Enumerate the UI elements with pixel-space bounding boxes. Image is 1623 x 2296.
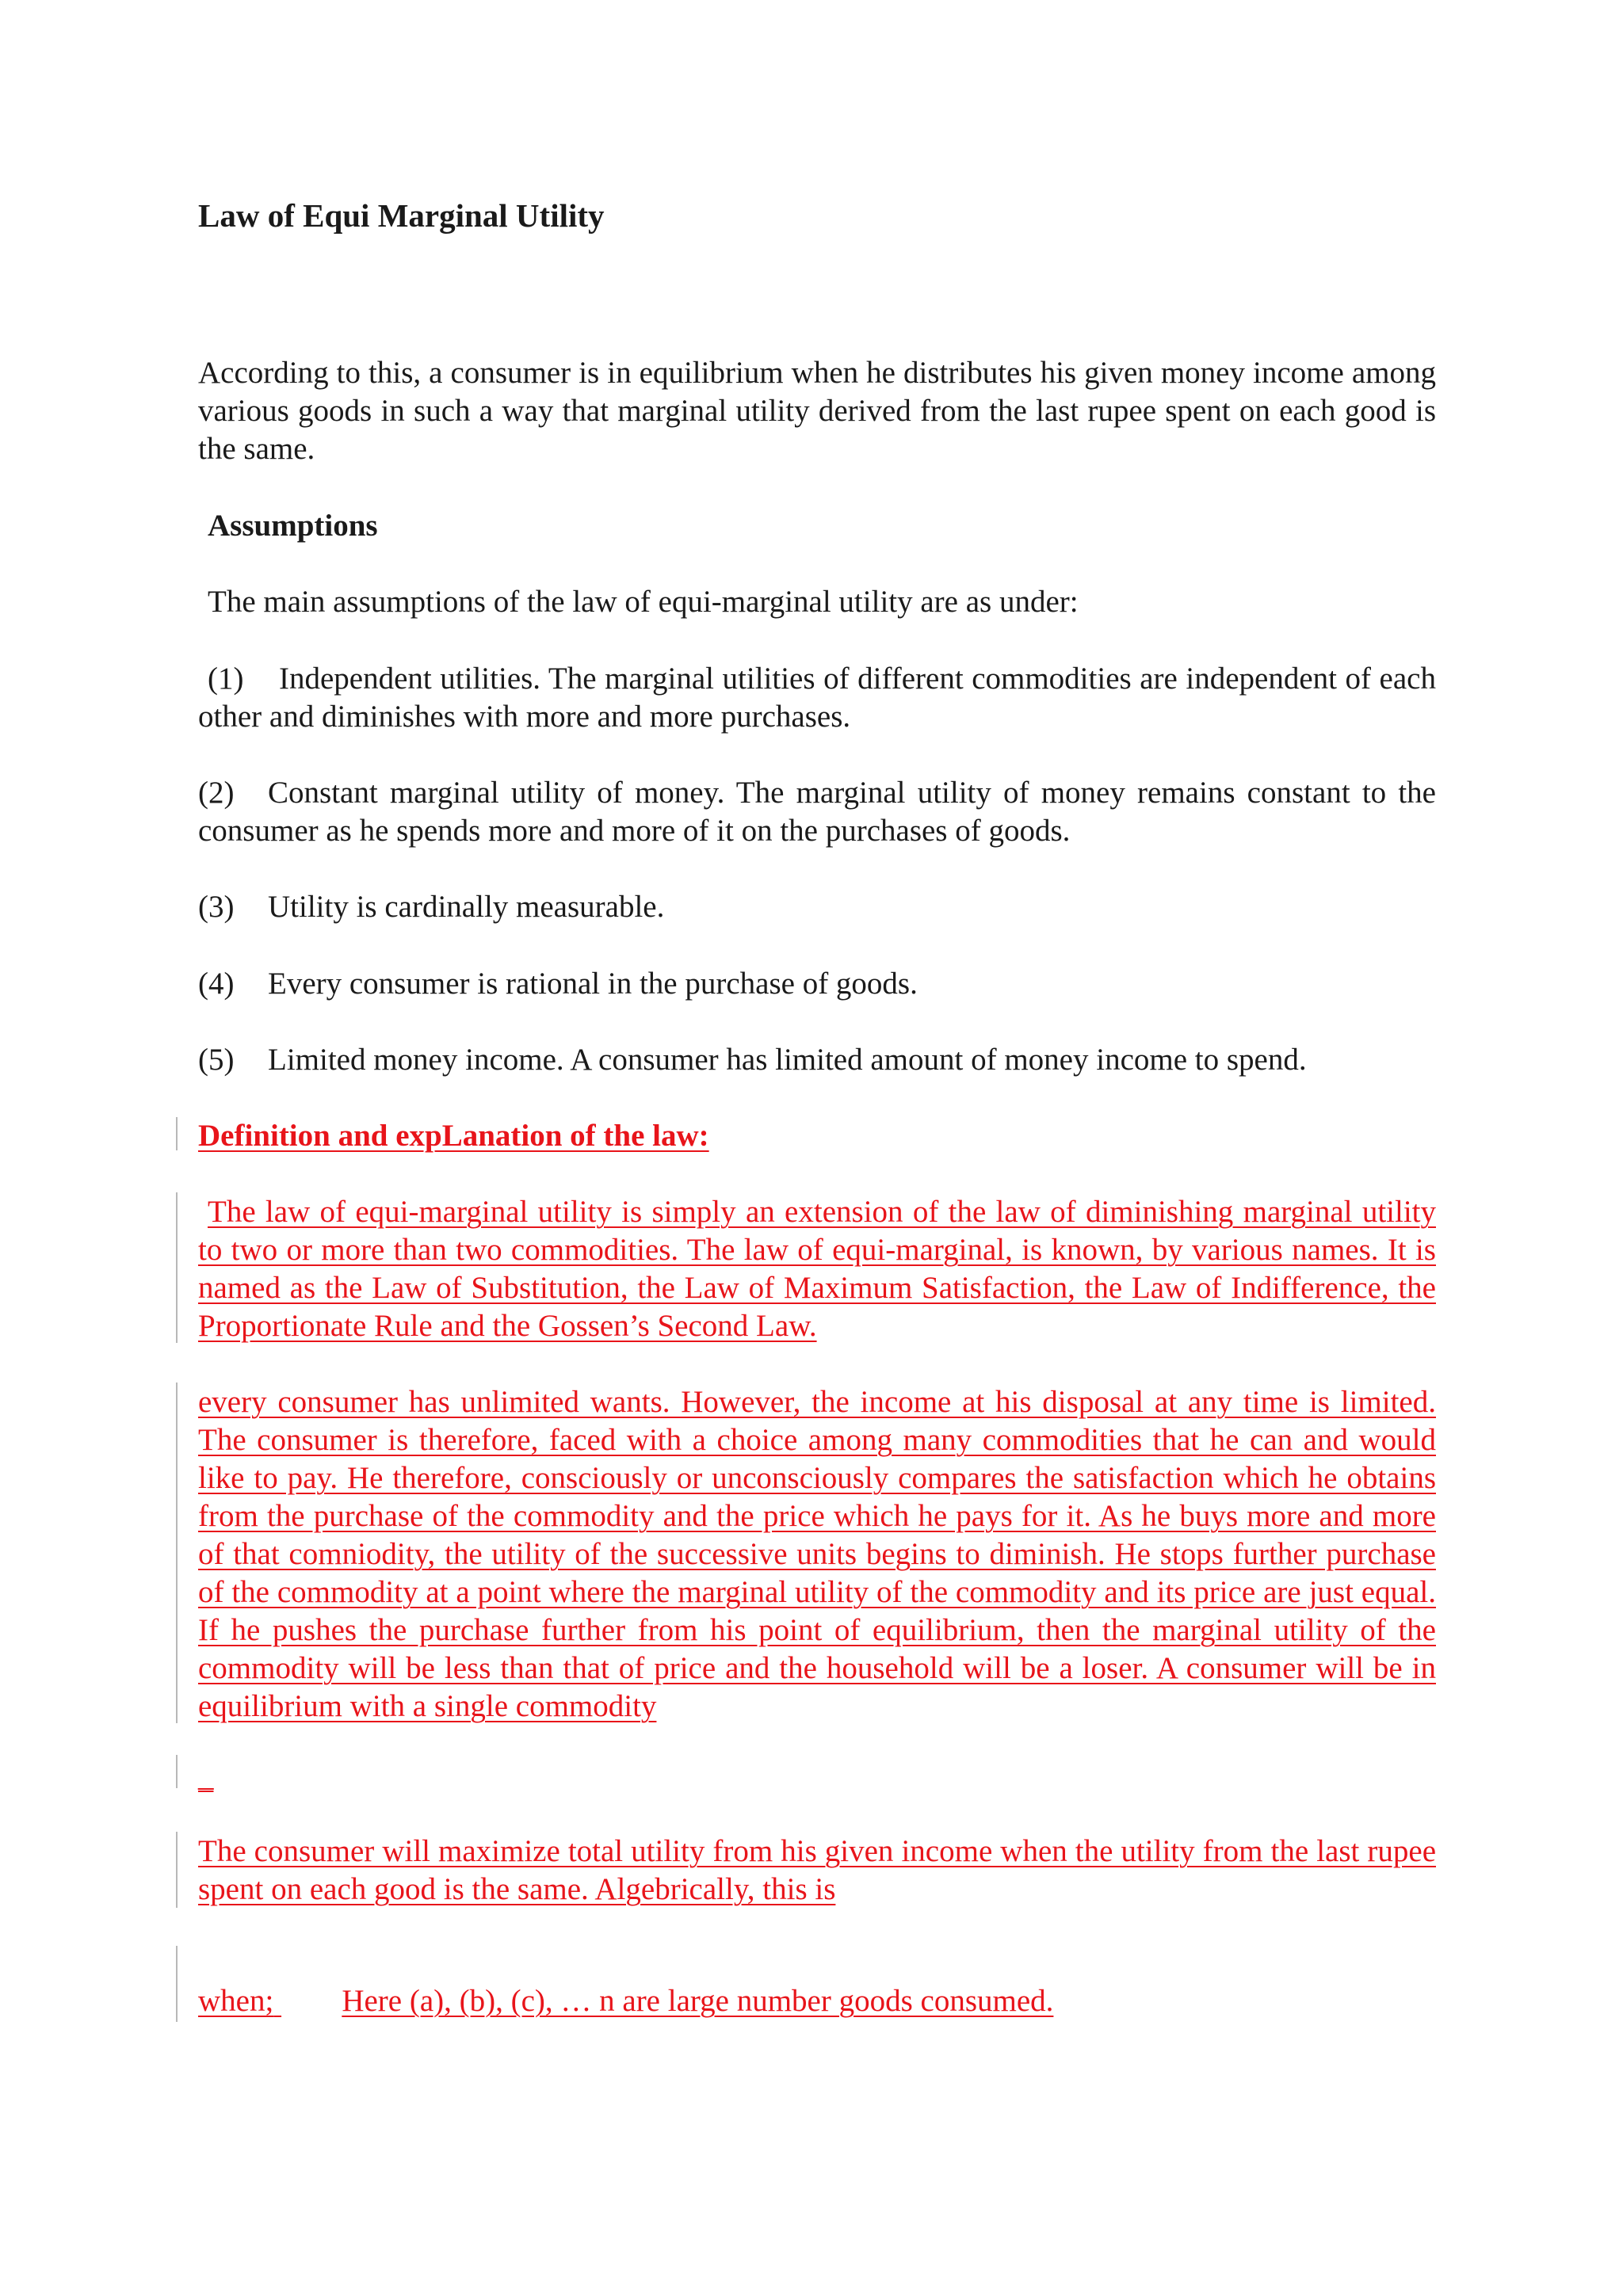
definition-paragraph-2: every consumer has unlimited wants. However, the income at his disposal at any time is limited. The consumer is therefore, faced with a choice among many commodities that he can and would like to pay. He therefore, consciously or unconsciously compares the satisfaction which he obtains from the purchase of the commodity and the price which he pays for it. As he buys more and more of that comniodity, the utility of the successive units begins to diminish. He stops further purchase of the commodity at a point where the marginal utility of the commodity and its price are just equal. If he pushes the purchase further from his point of equilibrium, then the marginal utility of the commodity will be less than that of price and the household will be a loser. A consumer will be in equilibrium with a single commodity — [198, 1385, 1436, 1723]
assumption-number: (5) — [198, 1043, 235, 1077]
change-bar — [176, 1383, 178, 1723]
maximize-paragraph: The consumer will maximize total utility from his given income when the utility from the last rupee spent on each good is the same. Algebrically, this is — [198, 1834, 1436, 1906]
definition-heading: Definition and expLanation of the law: — [198, 1119, 709, 1153]
assumption-text: Every consumer is rational in the purchase of goods. — [268, 967, 918, 1001]
assumption-text: Constant marginal utility of money. The marginal utility of money remains constant to the consumer as he spends more and more of it on the purchases of goods. — [198, 776, 1436, 848]
when-text: Here (a), (b), (c), … n are large number goods consumed. — [342, 1984, 1054, 2018]
assumption-number: (1) — [208, 662, 244, 696]
assumption-item — [198, 660, 1436, 736]
assumptions-heading: Assumptions — [208, 509, 378, 543]
assumption-item — [198, 1041, 1436, 1079]
change-bar — [176, 1946, 178, 2022]
intro-paragraph: According to this, a consumer is in equilibrium when he distributes his given money income among various goods in such a way that marginal utility derived from the last rupee spent on each good is the same. — [198, 356, 1436, 466]
assumptions-lead: The main assumptions of the law of equi-marginal utility are as under: — [208, 585, 1079, 619]
assumption-text: Independent utilities. The marginal utilities of different commodities are independent of each other and diminishes with more and more purchases. — [198, 662, 1436, 734]
change-bar — [176, 1192, 178, 1343]
definition-paragraph-1: The law of equi-marginal utility is simply an extension of the law of diminishing marginal utility to two or more than two commodities. The law of equi-marginal, is known, by various names. It is named as the Law of Substitution, the Law of Maximum Satisfaction, the Law of Indifference, the Proportionate Rule and the Gossen’s Second Law. — [198, 1195, 1436, 1343]
assumption-number: (4) — [198, 967, 235, 1001]
assumption-number: (3) — [198, 890, 235, 924]
assumption-number: (2) — [198, 776, 235, 810]
change-bar — [176, 1117, 178, 1150]
when-label: when; — [198, 1984, 274, 2018]
assumption-text: Limited money income. A consumer has limited amount of money income to spend. — [268, 1043, 1307, 1077]
when-line — [198, 1982, 1436, 2020]
blank-marker: _ — [198, 1759, 214, 1793]
assumption-item — [198, 965, 1436, 1003]
change-bar — [176, 1755, 178, 1788]
assumption-item — [198, 774, 1436, 850]
assumption-item — [198, 888, 1436, 926]
document-title: Law of Equi Marginal Utility — [198, 197, 605, 234]
when-gap — [273, 1982, 342, 2020]
assumption-text: Utility is cardinally measurable. — [268, 890, 665, 924]
change-bar — [176, 1832, 178, 1908]
